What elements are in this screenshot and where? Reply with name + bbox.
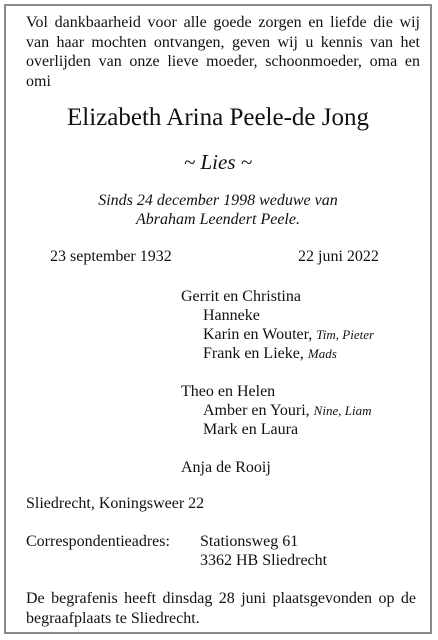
birth-date: 23 september 1932 <box>50 248 172 265</box>
family-1-child-1: Hanneke <box>203 307 260 324</box>
family-1-child-3-names: Frank en Lieke, <box>203 345 304 362</box>
widow-line-2: Abraham Leendert Peele. <box>136 211 300 228</box>
family-2-child-2: Mark en Laura <box>203 421 299 438</box>
funeral-note: De begrafenis heeft dinsdag 28 juni plaatsgevonden op de begraafplaats te Sliedrecht. <box>26 590 416 627</box>
home-address: Sliedrecht, Koningsweer 22 <box>26 495 205 512</box>
family-1-child-2 <box>203 326 374 344</box>
family-2-child-1-names: Amber en Youri, <box>203 402 310 419</box>
correspondence-label: Correspondentieadres: <box>26 533 170 550</box>
death-date: 22 juni 2022 <box>298 248 379 265</box>
correspondence-street: Stationsweg 61 <box>200 533 299 550</box>
family-1-child-3 <box>203 345 337 363</box>
deceased-name: Elizabeth Arina Peele-de Jong <box>67 104 369 131</box>
obituary-card <box>4 4 432 634</box>
family-2-child-1-kids: Nine, Liam <box>313 403 372 418</box>
correspondence-city: 3362 HB Sliedrecht <box>200 552 328 569</box>
family-1-child-2-kids: Tim, Pieter <box>316 327 375 342</box>
intro-text: Vol dankbaarheid voor alle goede zorgen en liefde die wij van haar mochten ontvangen, geven wij u kennis van het overlijden van onze lieve moeder, schoonmoeder, oma en omi <box>26 14 420 90</box>
widow-line-1: Sinds 24 december 1998 weduwe van <box>98 192 338 209</box>
family-2-child-1 <box>203 402 371 420</box>
family-1-child-2-names: Karin en Wouter, <box>203 326 313 343</box>
family-1-parents: Gerrit en Christina <box>181 288 301 305</box>
deceased-nickname: ~ Lies ~ <box>183 150 253 174</box>
family-3-name: Anja de Rooij <box>181 459 271 476</box>
family-1-child-3-kids: Mads <box>307 346 337 361</box>
family-2-parents: Theo en Helen <box>181 383 276 400</box>
